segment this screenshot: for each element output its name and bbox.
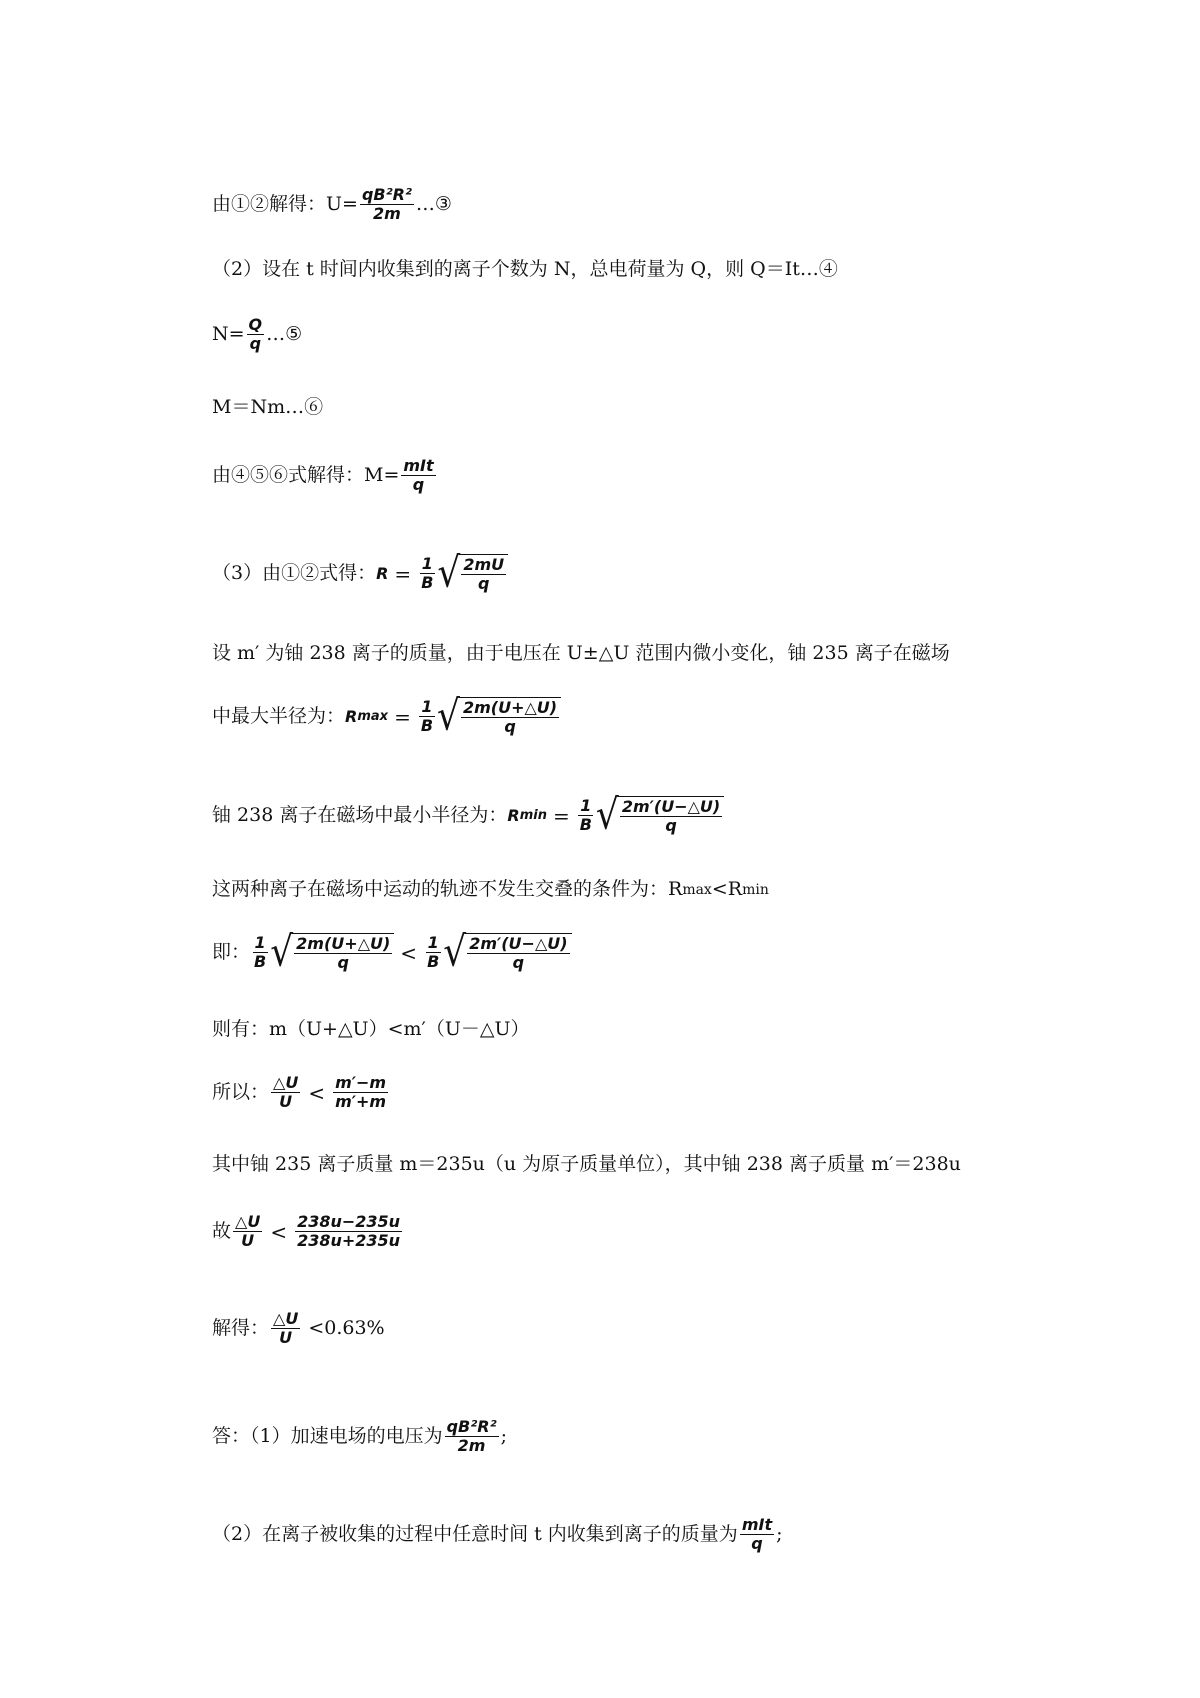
line-inequality-radii: 即： $\frac{1}{B}$ √ $\frac{2m(U+\triangle U)}{q}$ < $\frac{1}{B}$ √ $\frac{2m'(U-\triangle U)}{q}$ xyxy=(212,933,572,973)
square-root: √ $\frac{2m(U+\triangle U)}{q}$ xyxy=(437,697,561,737)
fraction: $\frac{2m(U+\triangle U)}{q}$ xyxy=(296,934,391,973)
fraction: $\frac{\triangle U}{U}$ xyxy=(273,1309,299,1348)
line-rmin: 铀 238 离子在磁场中最小半径为： R min = $\frac{1}{B}$ √ $\frac{2m'(U-\triangle U)}{q}$ xyxy=(212,796,724,836)
line-solve-ratio: 解得： $\frac{\triangle U}{U}$ <0.63% xyxy=(212,1309,385,1348)
square-root: √ $\frac{2m(U+\triangle U)}{q}$ xyxy=(270,933,394,973)
fraction: $\frac{238u-235u}{238u+235u}$ xyxy=(297,1212,401,1251)
fraction: $\frac{1}{B}$ xyxy=(421,554,434,593)
line-part2-charge: （2）设在 t 时间内收集到的离子个数为 N，总电荷量为 Q，则 Q＝It…④ xyxy=(212,258,838,280)
line-ion-count: N= $\frac{Q}{q}$ …⑤ xyxy=(212,315,303,354)
line-u238-setup: 设 m′ 为铀 238 离子的质量，由于电压在 U±△U 范围内微小变化，铀 235 离子在磁场 xyxy=(212,642,950,664)
line-rmax: 中最大半径为： R max = $\frac{1}{B}$ √ $\frac{2m(U+\triangle U)}{q}$ xyxy=(212,697,561,737)
line-condition: 这两种离子在磁场中运动的轨迹不发生交叠的条件为：R max <R min xyxy=(212,878,769,900)
square-root: √ $\frac{2mU}{q}$ xyxy=(437,554,508,594)
fraction: $\frac{2mU}{q}$ xyxy=(463,555,505,594)
fraction: $\frac{1}{B}$ xyxy=(427,933,440,972)
fraction: $\frac{\text{qB²R²}}{2m}$ xyxy=(361,185,412,224)
fraction: $\frac{1}{B}$ xyxy=(420,697,434,736)
fraction: $\frac{1}{B}$ xyxy=(579,796,592,835)
line-masses: 其中铀 235 离子质量 m＝235u（u 为原子质量单位），其中铀 238 离子质量 m′＝238u xyxy=(212,1153,961,1175)
square-root: √ $\frac{2m'(U-\triangle U)}{q}$ xyxy=(596,796,724,836)
fraction: $\frac{Q}{q}$ xyxy=(248,315,263,354)
line-then-have: 则有：m（U+△U）<m′（U－△U） xyxy=(212,1018,530,1040)
fraction: $\frac{m'-m}{m'+m}$ xyxy=(335,1073,387,1112)
fraction: $\frac{2m'(U-\triangle U)}{q}$ xyxy=(621,797,721,836)
square-root: √ $\frac{2m'(U-\triangle U)}{q}$ xyxy=(443,933,571,973)
line-so: 所以： $\frac{\triangle U}{U}$ < $\frac{m'-m}{m'+m}$ xyxy=(212,1073,387,1112)
fraction: $\frac{\triangle U}{U}$ xyxy=(235,1212,261,1251)
fraction: $\frac{\triangle U}{U}$ xyxy=(273,1073,299,1112)
line-radius-formula: （3）由①②式得： R = $\frac{1}{B}$ √ $\frac{2mU}{q}$ xyxy=(212,554,508,594)
line-answer-1: 答：（1）加速电场的电压为 $\frac{\text{qB²R²}}{2m}$ ; xyxy=(212,1417,507,1456)
line-answer-2: （2）在离子被收集的过程中任意时间 t 内收集到离子的质量为 $\frac{\text{mIt}}{q}$ ; xyxy=(212,1515,783,1554)
fraction: $\frac{1}{B}$ xyxy=(254,933,267,972)
line-mass-nm: M＝Nm…⑥ xyxy=(212,396,324,418)
fraction: $\frac{\text{mIt}}{q}$ xyxy=(741,1515,773,1554)
line-voltage-result: 由①②解得：U= $\frac{\text{qB²R²}}{2m}$ …③ xyxy=(212,185,452,224)
fraction: $\frac{\text{qB²R²}}{2m}$ xyxy=(446,1417,497,1456)
fraction: $\frac{\text{mIt}}{q}$ xyxy=(403,456,434,495)
fraction: $\frac{2m(U+\triangle U)}{q}$ xyxy=(462,698,558,737)
fraction: $\frac{2m'(U-\triangle U)}{q}$ xyxy=(469,934,568,973)
line-therefore: 故 $\frac{\triangle U}{U}$ < $\frac{238u-235u}{238u+235u}$ xyxy=(212,1212,401,1251)
line-mass-result: 由④⑤⑥式解得：M= $\frac{\text{mIt}}{q}$ xyxy=(212,456,434,495)
